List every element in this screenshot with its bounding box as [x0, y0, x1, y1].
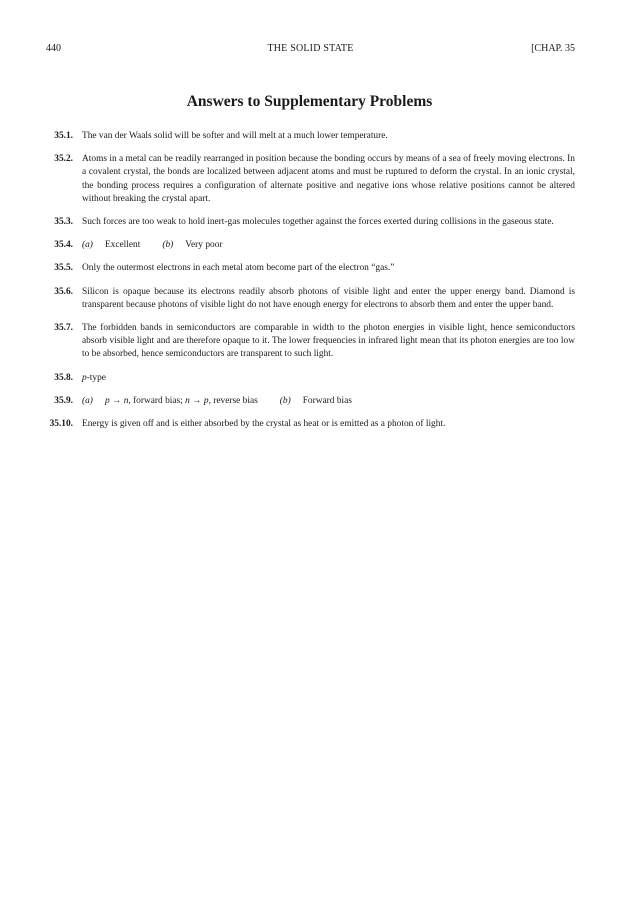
forward-text: , forward bias; — [128, 395, 186, 406]
answer-number: 35.7. — [54, 323, 73, 334]
answer-item — [0, 372, 619, 385]
answer-item — [0, 130, 619, 143]
running-header — [46, 42, 575, 56]
answer-item — [0, 262, 619, 275]
running-title: THE SOLID STATE — [267, 43, 354, 54]
answer-text: Only the outermost electrons in each metal atom become part of the electron “gas.” — [82, 263, 395, 274]
answer-number: 35.1. — [54, 131, 73, 141]
answer-item — [0, 286, 619, 312]
answer-item — [0, 239, 619, 252]
answer-number: 35.5. — [54, 263, 73, 274]
answer-number: 35.6. — [54, 286, 73, 297]
part-a-text: Excellent — [104, 240, 141, 251]
answer-text: Atoms in a metal can be readily rearranged in position because the bonding occurs by means of a sea of freely moving electrons. In a covalent crystal, the bonds are localized between adjacent atoms and must be ruptured to deform the crystal. In an ionic crystal, the bonding process requires a configuration of alternate positive and negative ions whose relative positions cannot be altered without breaking the crystal apart. — [82, 154, 575, 204]
answer-text — [82, 395, 575, 408]
part-a-label: (a) — [82, 395, 93, 406]
part-a-label: (a) — [82, 240, 93, 251]
reverse-expression: n → p — [185, 395, 209, 406]
answer-text: The forbidden bands in semiconductors are comparable in width to the photon energies in visible light, hence semiconductors absorb visible light and are therefore opaque to it. The lower frequencies in infrared light mean that its photon energies are too low to be absorbed, hence semiconductors are transparent to such light. — [82, 323, 575, 360]
answer-item — [0, 153, 619, 206]
reverse-text: , reverse bias — [208, 395, 258, 406]
answer-number: 35.8. — [54, 372, 73, 383]
answer-item — [0, 395, 619, 408]
answer-list — [0, 130, 619, 441]
part-b-text: Very poor — [185, 240, 223, 251]
answer-item — [0, 418, 619, 431]
part-b-label: (b) — [162, 240, 174, 251]
p-symbol: p — [82, 372, 87, 383]
forward-expression: p → n — [104, 395, 129, 406]
answer-item — [0, 216, 619, 229]
answer-number: 35.3. — [54, 217, 73, 228]
answer-text: Silicon is opaque because its electrons readily absorb photons of visible light and enter the upper energy band. Diamond is transparent because photons of visible light do not have enough energy for electrons to absorb them and enter the upper band. — [82, 286, 575, 310]
answer-text — [82, 239, 575, 252]
page-number: 440 — [46, 43, 61, 54]
answer-text: The van der Waals solid will be softer and will melt at a much lower temperature. — [82, 131, 388, 141]
answer-number: 35.2. — [54, 154, 73, 165]
part-b-label: (b) — [279, 395, 291, 406]
part-b-text: Forward bias — [302, 395, 352, 406]
answer-text — [82, 372, 575, 385]
type-text: -type — [86, 372, 106, 383]
answer-number: 35.9. — [54, 395, 73, 406]
answer-number: 35.4. — [54, 240, 73, 251]
answer-number: 35.10. — [49, 419, 73, 430]
chapter-label: [CHAP. 35 — [531, 43, 575, 54]
section-heading: Answers to Supplementary Problems — [186, 93, 433, 110]
answer-item — [0, 322, 619, 362]
answer-text: Such forces are too weak to hold inert-gas molecules together against the forces exerted during collisions in the gaseous state. — [82, 217, 554, 228]
answer-text: Energy is given off and is either absorbed by the crystal as heat or is emitted as a photon of light. — [82, 419, 446, 430]
